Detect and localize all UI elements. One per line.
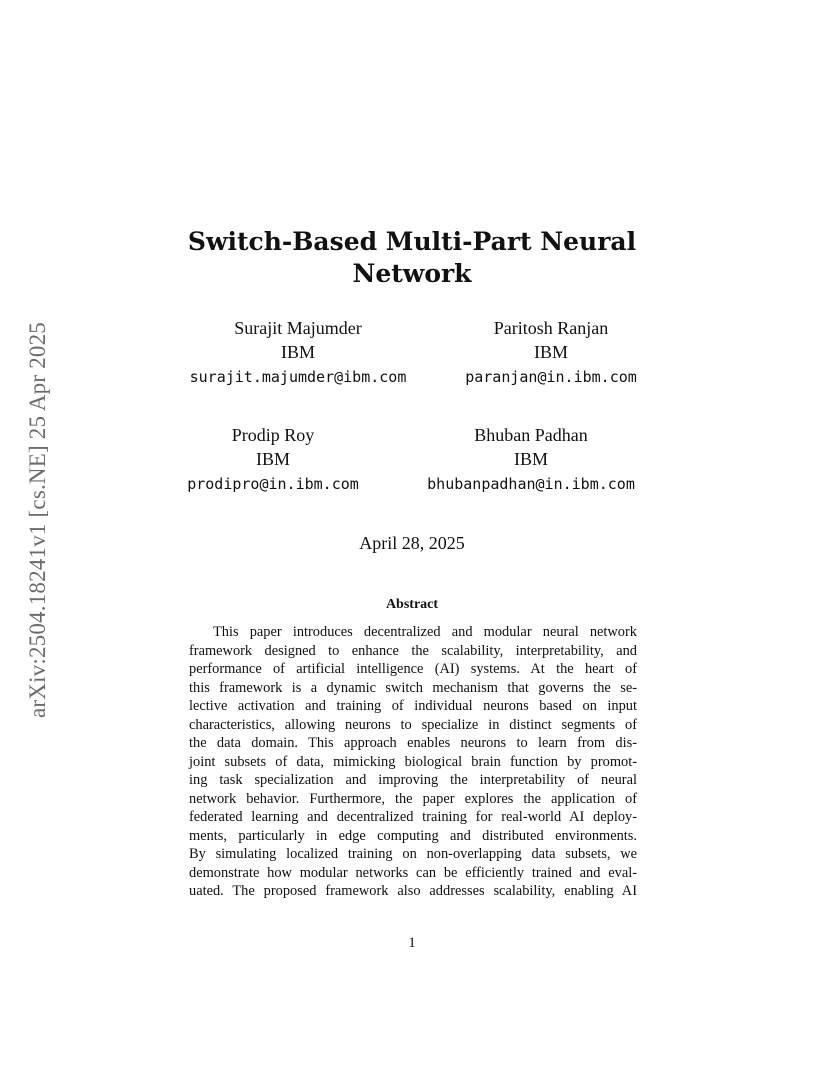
publication-date: April 28, 2025 xyxy=(359,533,465,553)
abstract-line: lective activation and training of individual neurons based on input xyxy=(189,698,637,714)
abstract-line: this framework is a dynamic switch mechanism that governs the se- xyxy=(189,679,637,696)
author-name: Bhuban Padhan xyxy=(474,425,588,445)
author-name: Surajit Majumder xyxy=(234,318,362,338)
abstract-line: joint subsets of data, mimicking biological brain function by promot- xyxy=(189,753,637,770)
author-block xyxy=(381,423,681,497)
author-email: surajit.majumder@ibm.com xyxy=(189,368,407,386)
author-affiliation: IBM xyxy=(533,342,568,362)
abstract-line: characteristics, allowing neurons to specialize in distinct segments of xyxy=(189,716,637,733)
author-block xyxy=(123,423,423,497)
arxiv-identifier-stamp: arXiv:2504.18241v1 [cs.NE] 25 Apr 2025 xyxy=(25,322,50,718)
abstract-line: framework designed to enhance the scalability, interpretability, and xyxy=(189,642,637,659)
abstract-line: the data domain. This approach enables neurons to learn from dis- xyxy=(189,735,637,751)
author-affiliation: IBM xyxy=(255,449,290,469)
author-name: Prodip Roy xyxy=(231,425,315,445)
author-block xyxy=(401,316,701,390)
abstract-line: network behavior. Furthermore, the paper explores the application of xyxy=(189,790,637,807)
abstract-line: performance of artificial intelligence (AI) systems. At the heart of xyxy=(189,661,637,677)
author-email: bhubanpadhan@in.ibm.com xyxy=(427,475,635,493)
abstract-line: ing task specialization and improving the interpretability of neural xyxy=(189,772,637,788)
abstract-heading: Abstract xyxy=(385,597,439,612)
abstract-body xyxy=(189,623,637,901)
author-affiliation: IBM xyxy=(280,342,315,362)
abstract-line: uated. The proposed framework also addresses scalability, enabling AI xyxy=(189,883,637,899)
paper-title xyxy=(150,226,674,290)
paper-title-line-1: Switch-Based Multi-Part Neural xyxy=(187,227,637,256)
author-affiliation: IBM xyxy=(513,449,548,469)
abstract-line: This paper introduces decentralized and modular neural network xyxy=(213,624,637,640)
abstract-line: demonstrate how modular networks can be efficiently trained and eval- xyxy=(189,864,637,881)
author-name: Paritosh Ranjan xyxy=(493,318,609,338)
abstract-line: federated learning and decentralized training for real-world AI deploy- xyxy=(189,809,637,825)
paper-title-line-2: Network xyxy=(352,259,472,288)
abstract-line: By simulating localized training on non-overlapping data subsets, we xyxy=(189,846,637,862)
abstract-line: ments, particularly in edge computing and distributed environments. xyxy=(189,827,637,844)
author-email: prodipro@in.ibm.com xyxy=(187,475,359,493)
page-number: 1 xyxy=(408,935,416,951)
author-email: paranjan@in.ibm.com xyxy=(465,368,637,386)
